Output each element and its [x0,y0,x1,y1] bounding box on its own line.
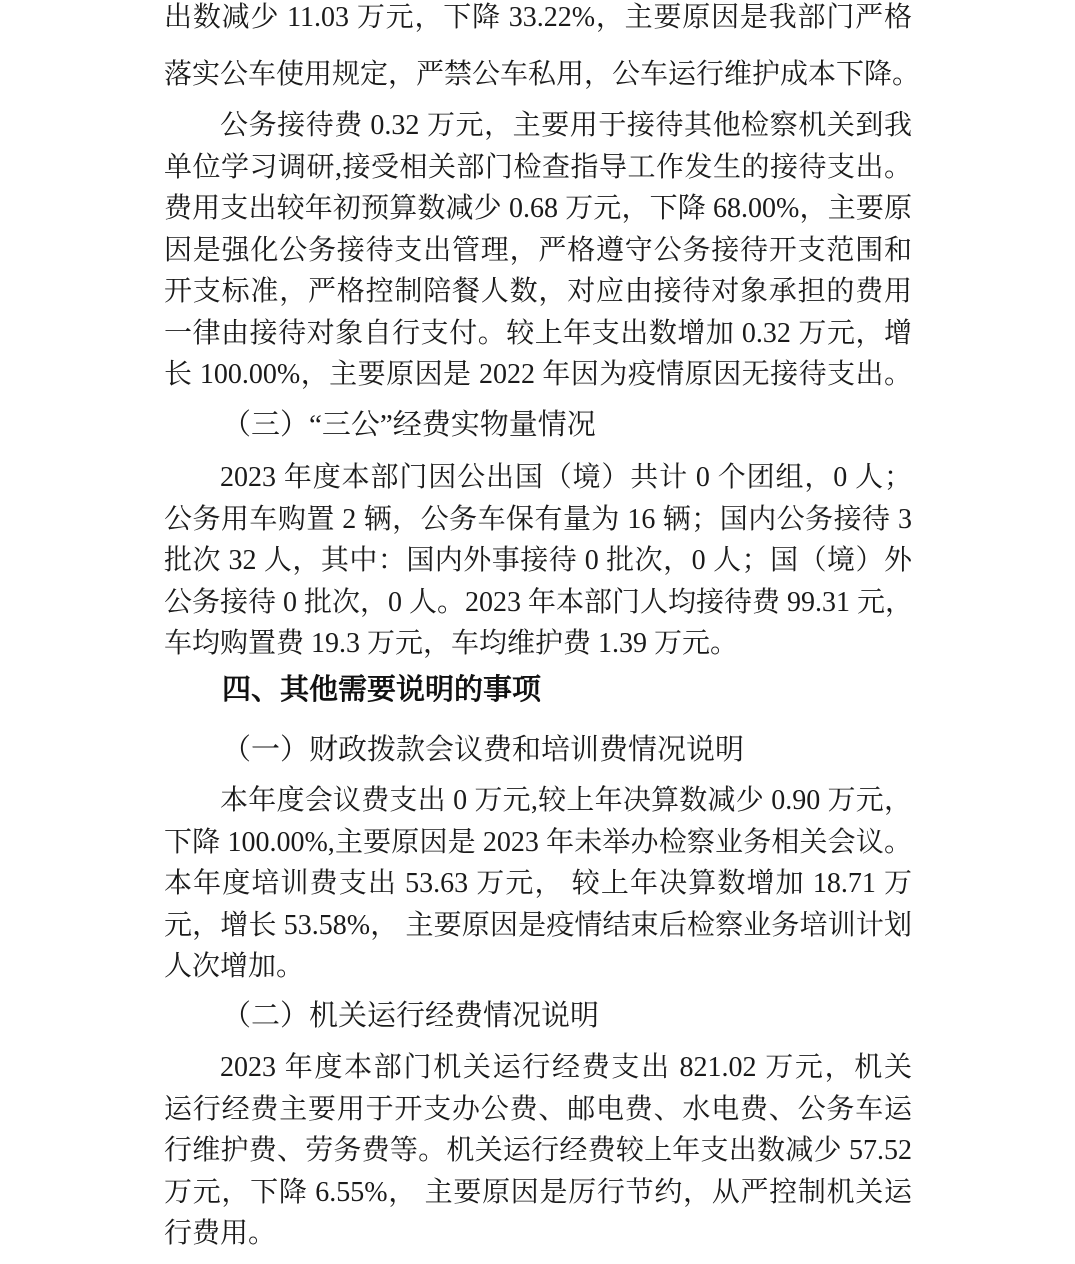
text-line: 万元，下降 6.55%， 主要原因是厉行节约，从严控制机关运 [164,1176,912,1208]
text-line: 公务接待 0 批次，0 人。2023 年本部门人均接待费 99.31 元， [164,586,914,618]
paragraph-physical-quantity [164,457,912,665]
text-line: 批次 32 人，其中：国内外事接待 0 批次，0 人；国（境）外 [164,545,912,576]
text-line: 费用支出较年初预算数减少 0.68 万元，下降 68.00%，主要原 [164,193,912,224]
text-line: 元，增长 53.58%， 主要原因是疫情结束后检察业务培训计划 [164,909,912,941]
text-line: 行费用。 [164,1218,277,1249]
text-line: 出数减少 11.03 万元，下降 33.22%，主要原因是我部门严格 [164,2,912,33]
text-line: 一律由接待对象自行支付。较上年支出数增加 0.32 万元，增 [164,317,912,349]
paragraph-vehicle-carryover [164,0,921,103]
text-line: 本年度培训费支出 53.63 万元， 较上年决算数增加 18.71 万 [164,868,912,899]
text-line: 公务用车购置 2 辆，公务车保有量为 16 辆；国内公务接待 3 [164,503,912,535]
heading-three-public-physical-quantity: （三）“三公”经费实物量情况 [222,409,596,441]
heading-meeting-and-training-fees: （一）财政拨款会议费和培训费情况说明 [222,734,745,766]
heading-section-four-other-items: 四、其他需要说明的事项 [222,674,542,706]
text-line: 因是强化公务接待支出管理，严格遵守公务接待开支范围和 [164,234,912,266]
text-line: 2023 年度本部门因公出国（境）共计 0 个团组，0 人； [220,462,912,493]
text-line: 2023 年度本部门机关运行经费支出 821.02 万元，机关 [220,1052,912,1083]
text-line: 本年度会议费支出 0 万元,较上年决算数减少 0.90 万元， [220,785,912,816]
heading-agency-operating-funds: （二）机关运行经费情况说明 [222,1000,600,1032]
paragraph-official-reception-expense [164,105,912,396]
paragraph-meeting-and-training-fees [164,780,912,988]
text-line: 车均购置费 19.3 万元，车均维护费 1.39 万元。 [164,628,739,659]
paragraph-agency-operating-funds [164,1047,912,1255]
text-line: 长 100.00%，主要原因是 2022 年因为疫情原因无接待支出。 [164,359,912,390]
text-line: 行维护费、劳务费等。机关运行经费较上年支出数减少 57.52 [164,1135,912,1166]
text-line: 落实公车使用规定，严禁公车私用，公车运行维护成本下降。 [164,59,921,90]
text-line: 开支标准，严格控制陪餐人数，对应由接待对象承担的费用 [164,276,912,307]
text-line: 运行经费主要用于开支办公费、邮电费、水电费、公务车运 [164,1093,912,1125]
text-line: 公务接待费 0.32 万元，主要用于接待其他检察机关到我 [220,110,912,141]
text-line: 下降 100.00%,主要原因是 2023 年未举办检察业务相关会议。 [164,826,912,858]
text-line: 单位学习调研,接受相关部门检查指导工作发生的接待支出。 [164,151,912,183]
text-line: 人次增加。 [164,951,305,982]
